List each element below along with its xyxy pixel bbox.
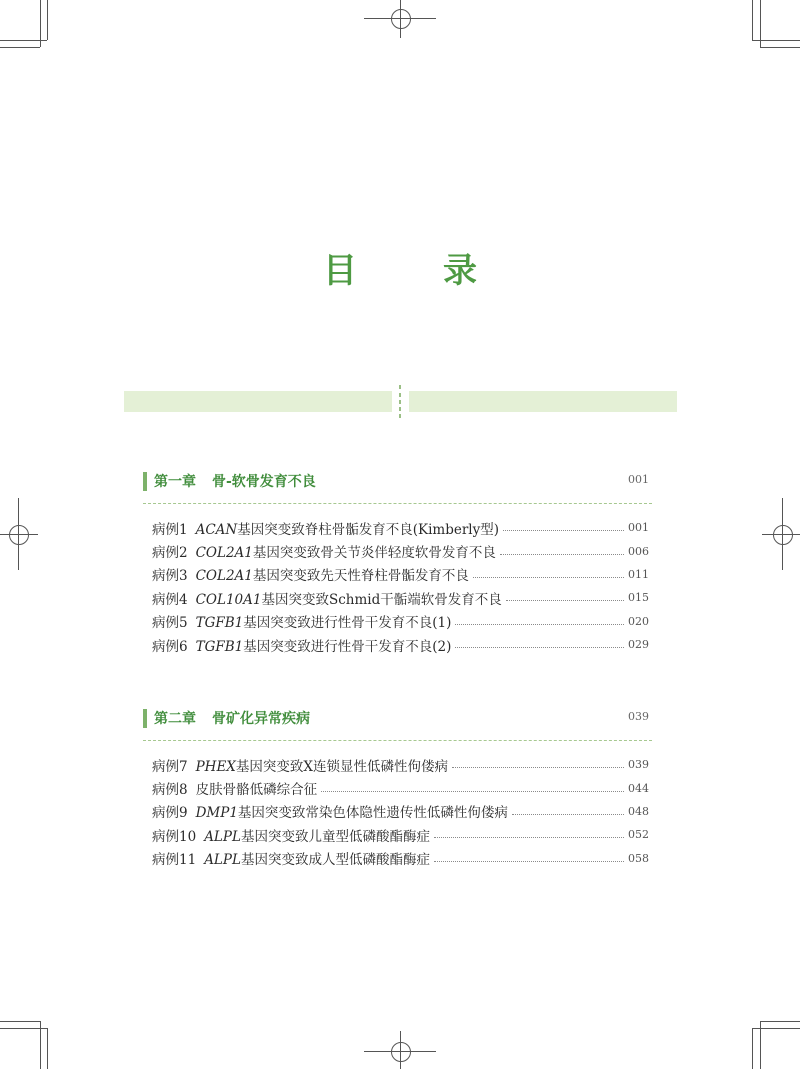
entry-title: 基因突变致儿童型低磷酸酯酶症 [240, 828, 430, 845]
entry-page-number: 048 [628, 804, 649, 818]
entry-title: 基因突变致先天性脊柱骨骺发育不良 [252, 568, 469, 585]
gene-name: DMP1 [195, 805, 238, 822]
entry-title: 基因突变致成人型低磷酸酯酶症 [240, 852, 430, 869]
entry-title: 基因突变致Schmid干骺端软骨发育不良 [261, 591, 502, 608]
chapter-heading[interactable] [143, 471, 649, 493]
entry-page-number: 039 [628, 758, 649, 772]
case-number: 病例3 [152, 568, 188, 585]
toc-entry[interactable] [152, 516, 649, 539]
dot-leader [512, 814, 624, 815]
entry-title: 基因突变致脊柱骨骺发育不良(Kimberly型) [237, 521, 500, 538]
chapter-page-number: 001 [628, 473, 649, 486]
chapter-page-number: 039 [628, 710, 649, 723]
toc-entry[interactable] [152, 610, 649, 633]
dot-leader [452, 767, 624, 768]
entry-page-number: 001 [628, 521, 649, 535]
entry-title: 基因突变致骨关节炎伴轻度软骨发育不良 [252, 545, 496, 562]
entry-page-number: 006 [628, 544, 649, 558]
entry-list [152, 516, 649, 656]
gene-name: COL10A1 [195, 591, 262, 608]
gene-name: TGFB1 [195, 638, 244, 655]
entry-page-number: 058 [628, 851, 649, 865]
toc-entry[interactable] [152, 633, 649, 656]
toc-entry[interactable] [152, 563, 649, 586]
gene-name: TGFB1 [195, 615, 244, 632]
toc-entry[interactable] [152, 753, 649, 776]
dot-leader [434, 837, 624, 838]
gene-name: ALPL [204, 852, 241, 869]
gene-name: COL2A1 [195, 568, 253, 585]
case-number: 病例7 [152, 758, 188, 775]
dot-leader [506, 600, 624, 601]
case-number: 病例10 [152, 828, 197, 845]
dot-leader [455, 624, 624, 625]
chapter-marker [143, 472, 147, 491]
page-title: 目 录 [323, 251, 503, 291]
dot-leader [434, 861, 624, 862]
entry-page-number: 044 [628, 781, 649, 795]
chapter-title: 骨-软骨发育不良 [212, 474, 316, 490]
gene-name: PHEX [195, 758, 236, 775]
entry-page-number: 020 [628, 614, 649, 628]
toc-entry[interactable] [152, 539, 649, 562]
toc-entry[interactable] [152, 847, 649, 870]
chapter-heading[interactable] [143, 708, 649, 730]
dot-leader [455, 647, 624, 648]
case-number: 病例1 [152, 521, 188, 538]
divider [143, 503, 652, 504]
case-number: 病例8 [152, 782, 188, 799]
dot-leader [503, 530, 624, 531]
gene-name: ALPL [204, 828, 241, 845]
chapter-number: 第二章 [154, 711, 196, 727]
case-number: 病例9 [152, 805, 188, 822]
entry-page-number: 052 [628, 828, 649, 842]
entry-title: 基因突变致常染色体隐性遗传性低磷性佝偻病 [237, 805, 508, 822]
chapter-title: 骨矿化异常疾病 [212, 711, 310, 727]
toc-entry[interactable] [152, 800, 649, 823]
toc-entry[interactable] [152, 586, 649, 609]
entry-page-number: 011 [628, 567, 649, 581]
chapter-number: 第一章 [154, 474, 196, 490]
case-number: 病例4 [152, 591, 188, 608]
case-number: 病例11 [152, 852, 197, 869]
case-number: 病例6 [152, 638, 188, 655]
entry-title: 基因突变致X连锁显性低磷性佝偻病 [235, 758, 449, 775]
band-divider [399, 385, 401, 418]
entry-page-number: 015 [628, 591, 649, 605]
entry-title: 基因突变致进行性骨干发育不良(2) [243, 638, 452, 655]
dot-leader [500, 554, 624, 555]
gene-name: ACAN [195, 521, 238, 538]
toc-entry[interactable] [152, 823, 649, 846]
entry-page-number: 029 [628, 638, 649, 652]
dot-leader [473, 577, 624, 578]
chapter-marker [143, 709, 147, 728]
case-number: 病例2 [152, 545, 188, 562]
entry-title: 皮肤骨骼低磷综合征 [195, 782, 318, 799]
dot-leader [321, 791, 624, 792]
entry-title: 基因突变致进行性骨干发育不良(1) [243, 615, 452, 632]
decorative-band-left [124, 391, 392, 412]
divider [143, 740, 652, 741]
gene-name: COL2A1 [195, 545, 253, 562]
entry-list [152, 753, 649, 870]
toc-entry[interactable] [152, 776, 649, 799]
case-number: 病例5 [152, 615, 188, 632]
decorative-band-right [409, 391, 677, 412]
